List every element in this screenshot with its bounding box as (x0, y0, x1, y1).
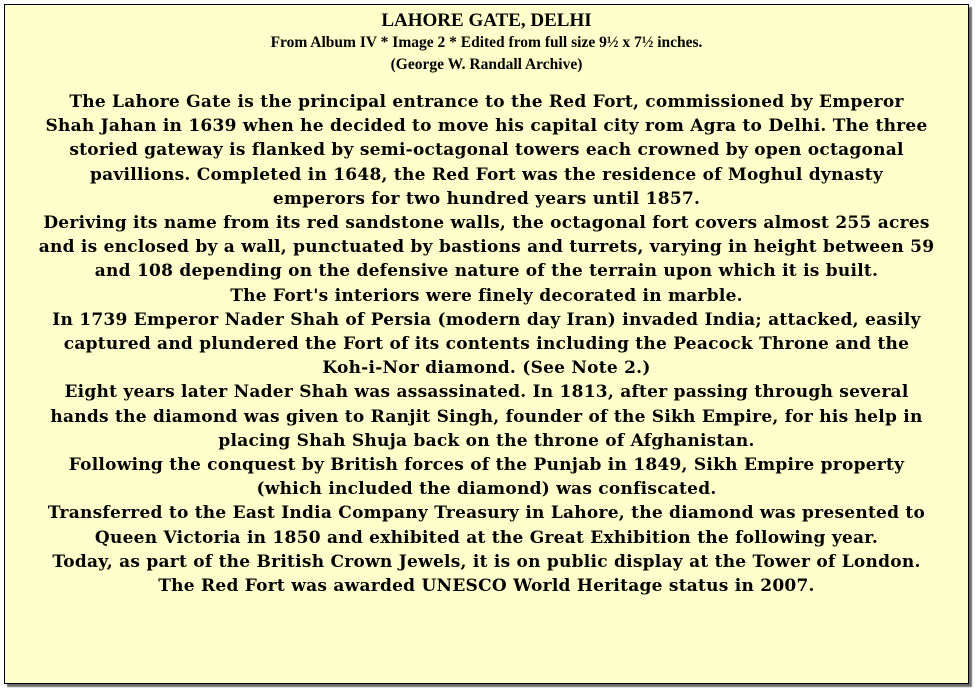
body-line: storied gateway is flanked by semi-octagonal towers each crowned by open octagonal (69, 140, 904, 161)
archive-credit: (George W. Randall Archive) (390, 56, 583, 73)
body-line: pavillions. Completed in 1648, the Red Fort was the residence of Moghul dynasty (90, 164, 883, 185)
body-line: placing Shah Shuja back on the throne of Afghanistan. (218, 430, 755, 451)
body-line: In 1739 Emperor Nader Shah of Persia (modern day Iran) invaded India; attacked, easily (52, 309, 921, 330)
page-title: LAHORE GATE, DELHI (381, 10, 592, 31)
body-line: Today, as part of the British Crown Jewels, it is on public display at the Tower of London. (52, 551, 921, 572)
body-line: The Fort's interiors were finely decorated in marble. (230, 285, 743, 306)
body-line: Queen Victoria in 1850 and exhibited at the Great Exhibition the following year. (94, 527, 879, 548)
body-line: Transferred to the East India Company Treasury in Lahore, the diamond was presented to (47, 503, 926, 524)
body-line: Koh-i-Nor diamond. (See Note 2.) (322, 358, 651, 379)
body-line: Following the conquest by British forces of the Punjab in 1849, Sikh Empire property (68, 455, 905, 476)
body-line: The Lahore Gate is the principal entrance to the Red Fort, commissioned by Emperor (69, 92, 904, 112)
source-subtitle: From Album IV * Image 2 * Edited from full size 9½ x 7½ inches. (270, 34, 703, 51)
body-line: Shah Jahan in 1639 when he decided to move his capital city rom Agra to Delhi. The three (45, 116, 928, 137)
body-line: Eight years later Nader Shah was assassinated. In 1813, after passing through several (64, 382, 909, 403)
body-line: The Red Fort was awarded UNESCO World Heritage status in 2007. (158, 576, 815, 597)
body-line: and is enclosed by a wall, punctuated by bastions and turrets, varying in height between 59 (38, 237, 935, 258)
body-line: (which included the diamond) was confiscated. (256, 479, 717, 500)
body-line: emperors for two hundred years until 1857. (272, 188, 701, 209)
body-line: Deriving its name from its red sandstone walls, the octagonal fort covers almost 255 acres (43, 213, 930, 234)
body-line: and 108 depending on the defensive nature of the terrain upon which it is built. (94, 261, 879, 282)
caption-card (4, 4, 969, 684)
body-text (5, 90, 968, 598)
body-line: captured and plundered the Fort of its contents including the Peacock Throne and the (63, 334, 910, 355)
body-line: hands the diamond was given to Ranjit Singh, founder of the Sikh Empire, for his help in (50, 406, 923, 427)
